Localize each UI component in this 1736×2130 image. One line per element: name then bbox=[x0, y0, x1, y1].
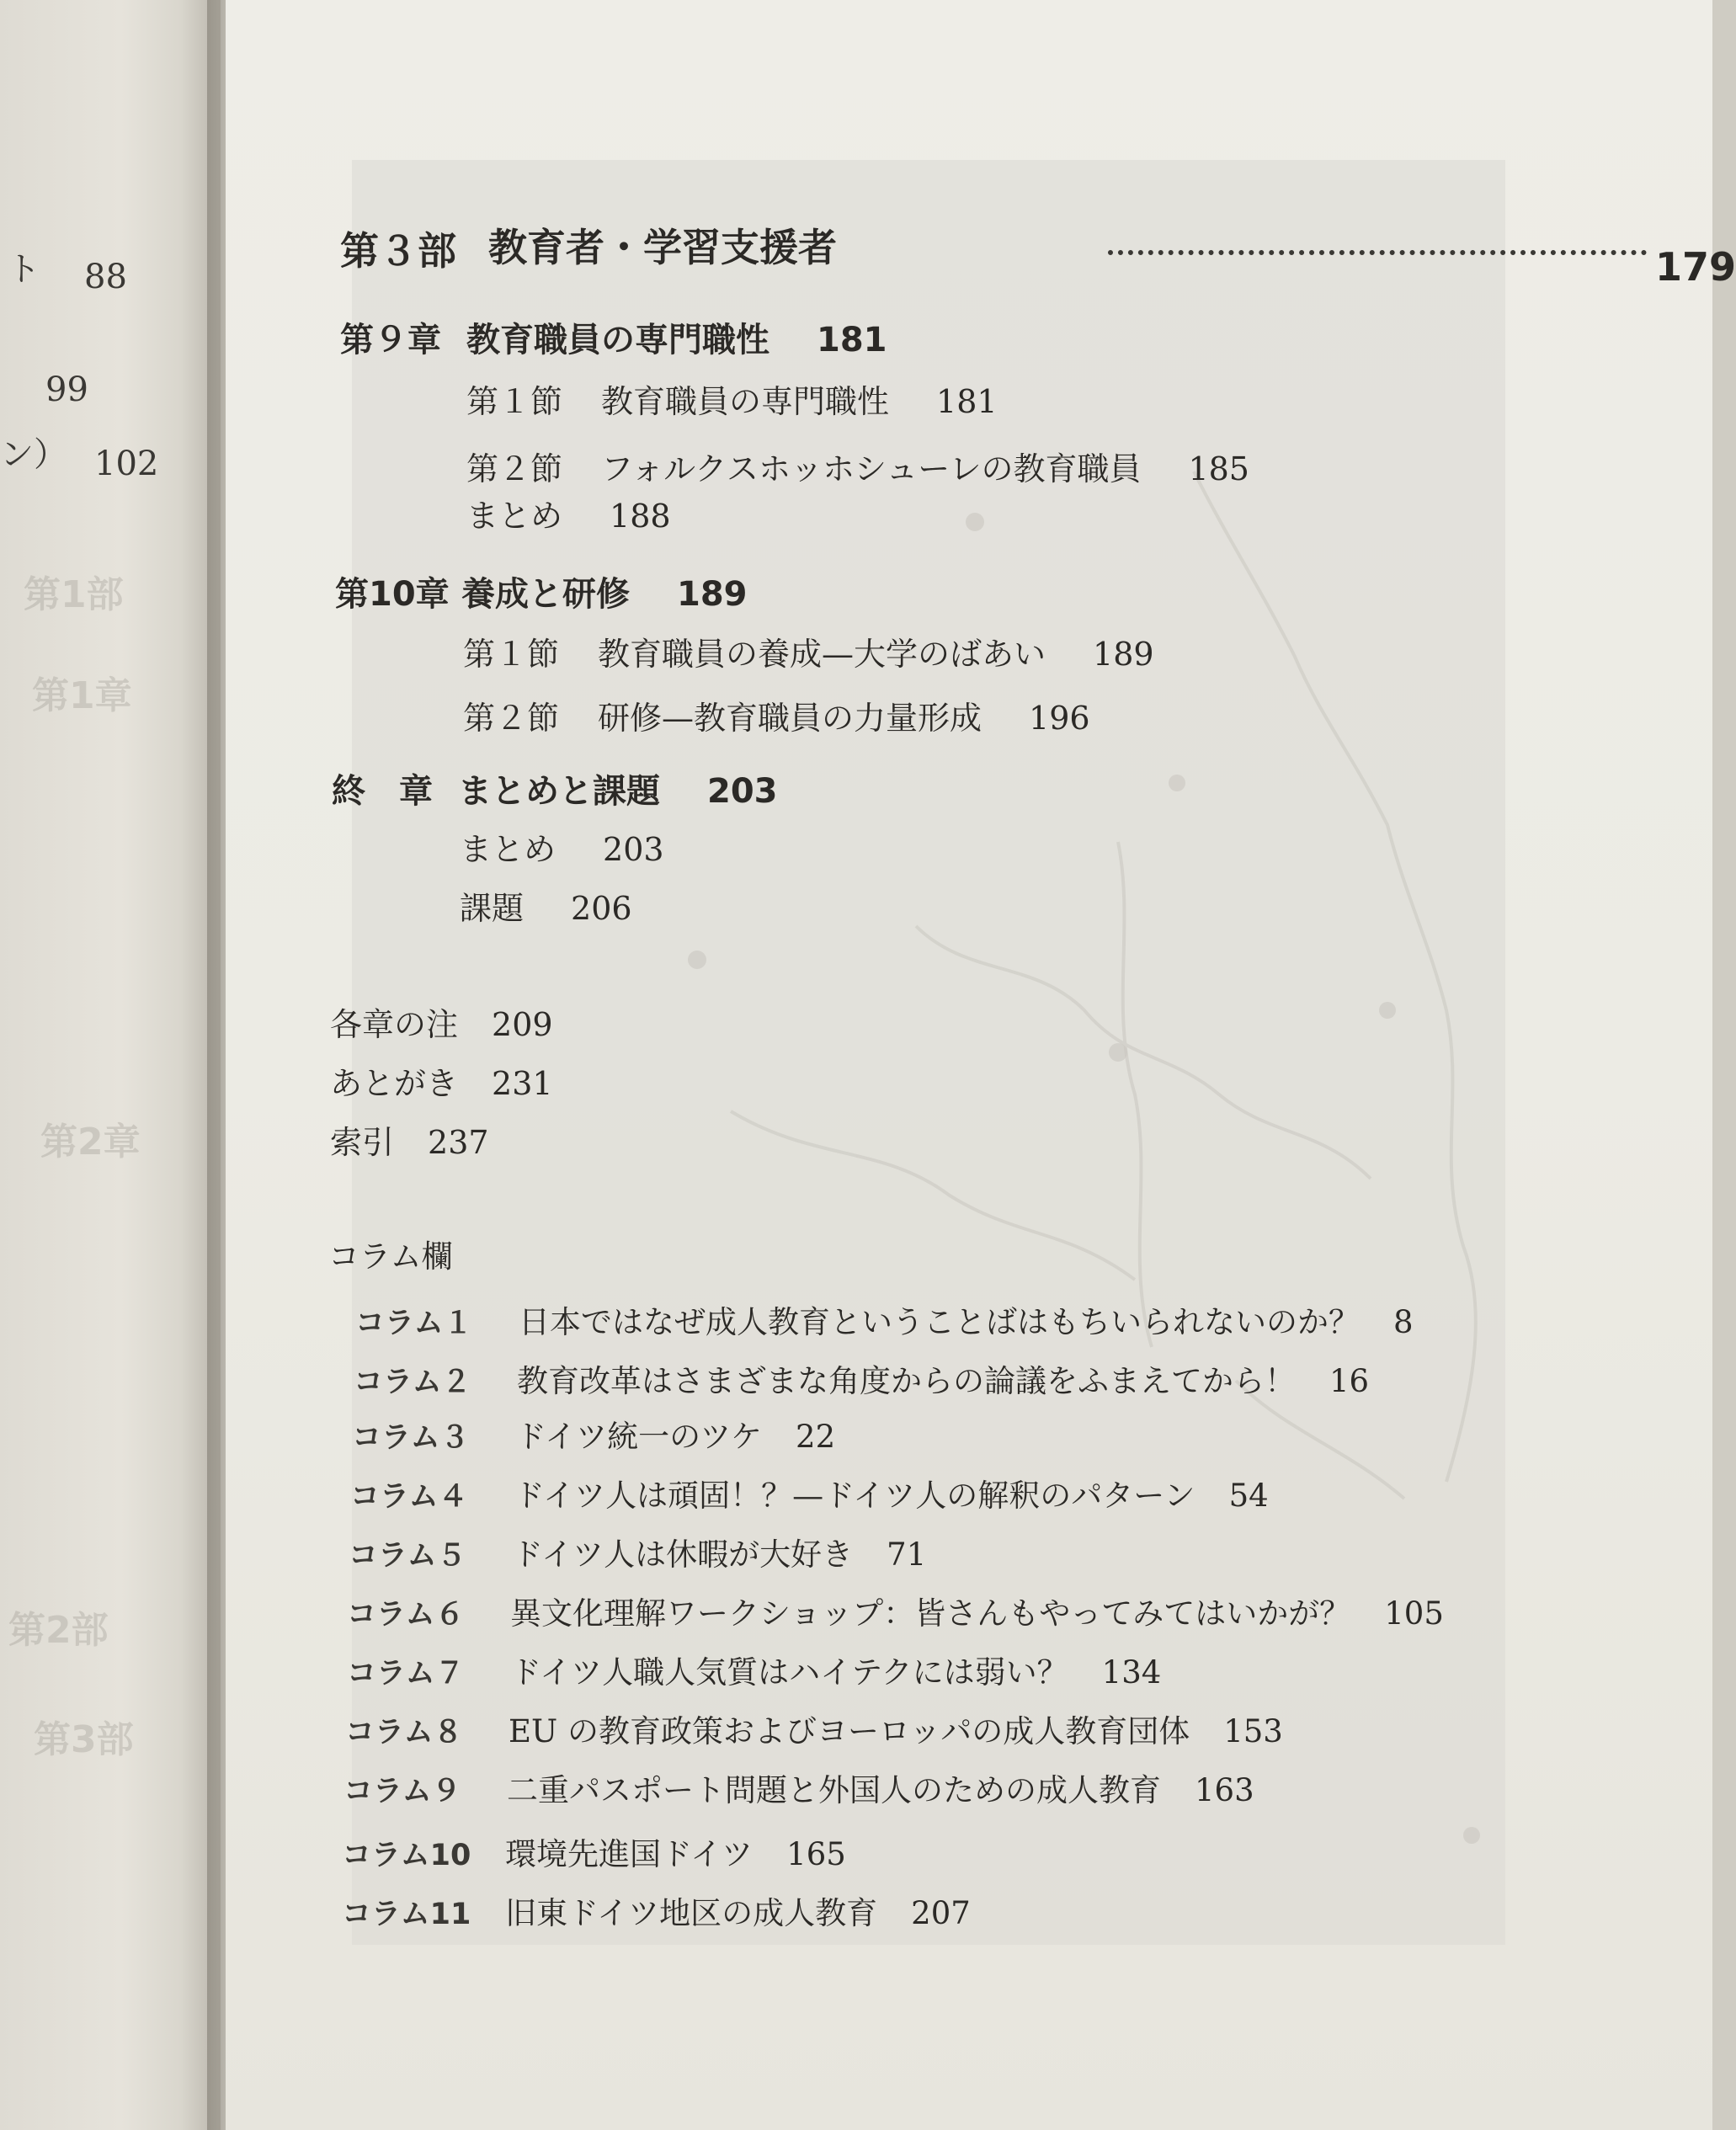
chapter-9-summary bbox=[466, 490, 671, 536]
column-label: コラム５ bbox=[349, 1539, 466, 1573]
section-page: 181 bbox=[936, 383, 998, 420]
column-title: 二重パスポート問題と外国人のための成人教育 bbox=[507, 1772, 1161, 1808]
back-matter-afterword bbox=[330, 1057, 553, 1104]
section-page: 189 bbox=[1093, 636, 1154, 673]
chapter-9-section-1 bbox=[466, 375, 998, 422]
column-entry-3 bbox=[352, 1411, 835, 1456]
column-title: 旧東ドイツ地区の成人教育 bbox=[505, 1895, 878, 1931]
column-label: コラム３ bbox=[352, 1421, 470, 1455]
chapter-10-section-2 bbox=[463, 692, 1090, 738]
column-label: コラム４ bbox=[350, 1480, 468, 1514]
chapter-10-title: 養成と研修 bbox=[461, 575, 630, 614]
column-page: 71 bbox=[887, 1536, 927, 1573]
chapter-10-entry bbox=[335, 567, 748, 615]
section-title: 研修—教育職員の力量形成 bbox=[598, 700, 982, 737]
column-page: 105 bbox=[1384, 1595, 1444, 1632]
left-page-number-1: 88 bbox=[84, 258, 127, 296]
section-page: 185 bbox=[1188, 450, 1249, 487]
column-entry-10 bbox=[342, 1829, 846, 1874]
chapter-10-page: 189 bbox=[677, 575, 748, 614]
column-title: 環境先進国ドイツ bbox=[505, 1836, 754, 1872]
column-title: ドイツ人は休暇が大好き bbox=[512, 1536, 854, 1573]
section-title: フォルクスホッホシューレの教育職員 bbox=[601, 450, 1142, 487]
column-title: ドイツ人職人気質はハイテクには弱い？ bbox=[510, 1654, 1068, 1691]
section-label: 第１節 bbox=[466, 383, 563, 420]
part-title: 教育者・学習支援者 bbox=[488, 225, 837, 270]
column-page: 8 bbox=[1393, 1304, 1414, 1340]
column-title: ドイツ統一のツケ bbox=[515, 1419, 763, 1455]
left-page-number-3: 102 bbox=[94, 445, 159, 483]
column-title: 異文化理解ワークショップ：皆さんもやってみてはいかが？ bbox=[510, 1595, 1351, 1632]
back-matter-title: あとがき bbox=[330, 1065, 459, 1102]
final-chapter-title: まとめと課題 bbox=[458, 772, 660, 811]
column-page: 153 bbox=[1223, 1713, 1283, 1749]
column-entry-8 bbox=[345, 1706, 1283, 1751]
final-chapter-issues bbox=[460, 882, 632, 929]
back-matter-notes bbox=[330, 998, 553, 1045]
part-label: 第３部 bbox=[340, 228, 456, 274]
final-chapter-summary bbox=[460, 823, 664, 870]
column-page: 54 bbox=[1228, 1478, 1269, 1514]
column-entry-6 bbox=[347, 1588, 1444, 1633]
column-label: コラム２ bbox=[354, 1366, 471, 1399]
section-label: 第２節 bbox=[463, 700, 560, 737]
left-page-number-2: 99 bbox=[45, 370, 88, 409]
dot-leader bbox=[1108, 250, 1647, 255]
column-entry-5 bbox=[349, 1529, 926, 1574]
chapter-10-label: 第10章 bbox=[335, 575, 450, 614]
final-chapter-entry bbox=[332, 764, 778, 812]
chapter-9-entry bbox=[340, 313, 887, 361]
columns-heading: コラム欄 bbox=[328, 1238, 453, 1275]
column-entry-2 bbox=[354, 1355, 1369, 1401]
column-page: 16 bbox=[1329, 1363, 1370, 1399]
column-title: EU の教育政策およびヨーロッパの成人教育団体 bbox=[509, 1713, 1190, 1749]
back-matter-page: 237 bbox=[428, 1124, 489, 1161]
section-page: 206 bbox=[571, 890, 632, 927]
ghost-label-4: 第2部 bbox=[8, 1609, 109, 1652]
column-page: 207 bbox=[911, 1895, 971, 1931]
chapter-10-section-1 bbox=[463, 628, 1154, 674]
back-matter-title: 索引 bbox=[330, 1124, 395, 1161]
section-page: 196 bbox=[1029, 700, 1090, 737]
section-page: 203 bbox=[603, 831, 664, 868]
column-entry-7 bbox=[347, 1647, 1161, 1692]
column-label: コラム７ bbox=[347, 1657, 465, 1691]
section-page: 188 bbox=[610, 498, 671, 535]
back-matter-page: 231 bbox=[492, 1065, 553, 1102]
back-matter-title: 各章の注 bbox=[330, 1006, 459, 1043]
left-fragment-2: ン） bbox=[0, 435, 67, 474]
column-label: コラム８ bbox=[345, 1716, 463, 1749]
ghost-label-2: 第1章 bbox=[32, 674, 132, 717]
section-title: まとめ bbox=[466, 498, 563, 535]
left-fragment-1: ト bbox=[7, 250, 40, 289]
column-label: コラム11 bbox=[342, 1898, 471, 1931]
final-chapter-label: 終 章 bbox=[332, 772, 433, 811]
column-entry-4 bbox=[350, 1470, 1269, 1515]
column-entry-9 bbox=[343, 1765, 1254, 1810]
contents-page bbox=[226, 0, 1736, 2130]
back-matter-index bbox=[330, 1116, 489, 1163]
chapter-9-section-2 bbox=[466, 443, 1249, 489]
part-page-number: 179 bbox=[1655, 244, 1736, 290]
column-label: コラム10 bbox=[342, 1839, 471, 1872]
ghost-label-5: 第3部 bbox=[34, 1718, 134, 1761]
column-page: 165 bbox=[786, 1836, 846, 1872]
section-title: 教育職員の養成—大学のばあい bbox=[598, 636, 1046, 673]
section-label: 第１節 bbox=[463, 636, 560, 673]
column-page: 163 bbox=[1195, 1772, 1254, 1808]
back-matter-page: 209 bbox=[492, 1006, 553, 1043]
column-title: 教育改革はさまざまな角度からの論議をふまえてから！ bbox=[517, 1363, 1296, 1399]
column-label: コラム６ bbox=[347, 1598, 465, 1632]
ghost-label-1: 第1部 bbox=[24, 573, 124, 616]
chapter-9-label: 第９章 bbox=[340, 321, 441, 359]
column-title: 日本ではなぜ成人教育ということばはもちいられないのか？ bbox=[519, 1304, 1360, 1340]
column-page: 22 bbox=[796, 1419, 836, 1455]
section-title: まとめ bbox=[460, 831, 556, 868]
ghost-label-3: 第2章 bbox=[40, 1121, 141, 1164]
column-page: 134 bbox=[1101, 1654, 1162, 1691]
final-chapter-page: 203 bbox=[707, 772, 778, 811]
column-entry-11 bbox=[342, 1888, 971, 1933]
column-label: コラム１ bbox=[355, 1307, 473, 1340]
chapter-9-page: 181 bbox=[817, 321, 887, 359]
column-label: コラム９ bbox=[343, 1775, 461, 1808]
section-label: 第２節 bbox=[466, 450, 563, 487]
column-entry-1 bbox=[355, 1297, 1414, 1342]
chapter-9-title: 教育職員の専門職性 bbox=[466, 321, 769, 359]
section-title: 教育職員の専門職性 bbox=[601, 383, 890, 420]
section-title: 課題 bbox=[460, 890, 525, 927]
previous-page bbox=[0, 0, 221, 2130]
column-title: ドイツ人は頑固！？—ドイツ人の解釈のパターン bbox=[514, 1478, 1195, 1514]
